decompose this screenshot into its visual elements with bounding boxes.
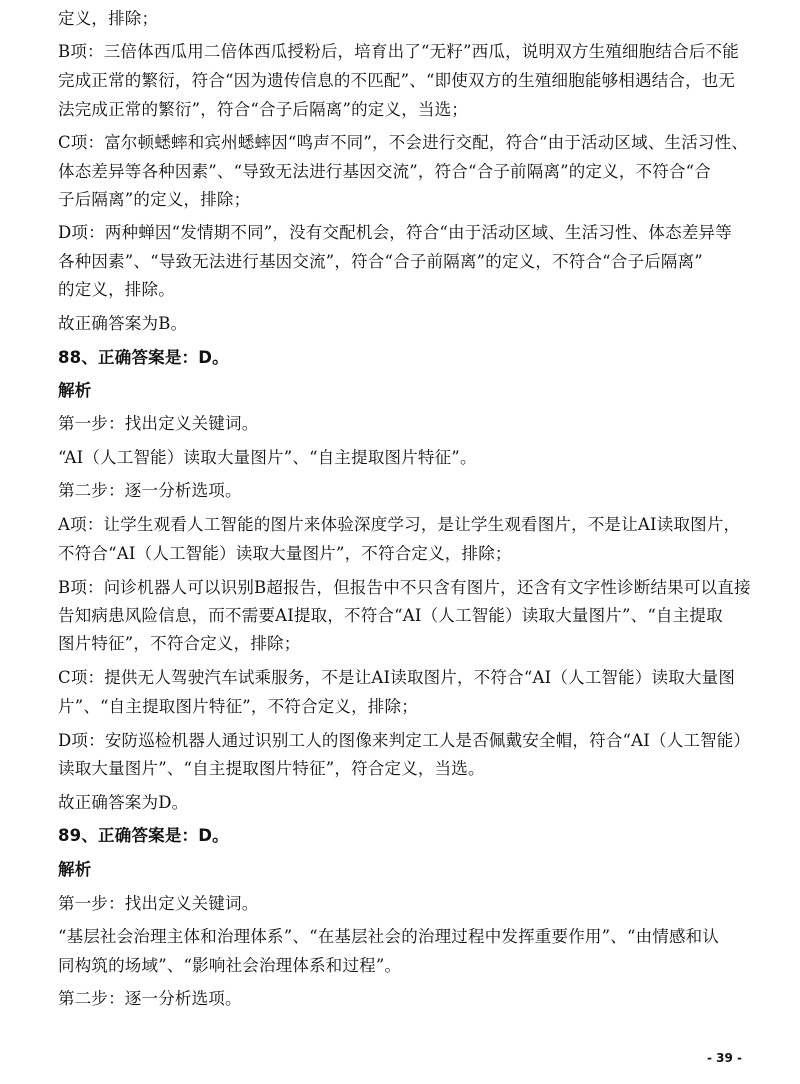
text-line: B项：问诊机器人可以识别B超报告，但报告中不只含有图片，还含有文字性诊断结果可以直接 xyxy=(58,578,751,597)
answer-heading: 88、正确答案是：D。 xyxy=(58,348,229,367)
text-line: 告知病患风险信息，而不需要AI提取，不符合“AI（人工智能）读取大量图片”、“自主提取 xyxy=(58,606,723,625)
page-number: - 39 - xyxy=(706,1051,742,1065)
text-line: 故正确答案为D。 xyxy=(58,793,189,812)
text-line: 片”、“自主提取图片特征”，不符合定义，排除； xyxy=(58,697,418,716)
text-line: C项：富尔顿蟋蟀和宾州蟋蟀因“鸣声不同”，不会进行交配，符合“由于活动区域、生活习性、 xyxy=(58,133,749,152)
text-line: 不符合“AI（人工智能）读取大量图片”，不符合定义，排除； xyxy=(58,544,512,563)
text-line: D项：两种蝉因“发情期不同”，没有交配机会，符合“由于活动区域、生活习性、体态差异等 xyxy=(58,223,732,242)
answer-heading: 89、正确答案是：D。 xyxy=(58,826,229,845)
text-line: 体态差异等各种因素”、“导致无法进行基因交流”，符合“合子前隔离”的定义，不符合“合 xyxy=(58,162,712,181)
text-line: 完成正常的繁衍，符合“因为遗传信息的不匹配”、“即使双方的生殖细胞能够相遇结合，也无 xyxy=(58,71,736,90)
text-line: 定义，排除； xyxy=(58,9,159,28)
analysis-heading: 解析 xyxy=(58,860,92,879)
text-line: D项：安防巡检机器人通过识别工人的图像来判定工人是否佩戴安全帽，符合“AI（人工智能） xyxy=(58,731,751,750)
text-line: 第一步：找出定义关键词。 xyxy=(58,894,259,913)
text-line: “AI（人工智能）读取大量图片”、“自主提取图片特征”。 xyxy=(58,448,477,467)
text-line: 法完成正常的繁衍”，符合“合子后隔离”的定义，当选； xyxy=(58,100,469,119)
analysis-heading: 解析 xyxy=(58,381,92,400)
text-line: A项：让学生观看人工智能的图片来体验深度学习，是让学生观看图片，不是让AI读取图片， xyxy=(58,515,741,534)
text-line: 各种因素”、“导致无法进行基因交流”，符合“合子前隔离”的定义，不符合“合子后隔离” xyxy=(58,252,703,271)
text-line: 第二步：逐一分析选项。 xyxy=(58,481,242,500)
text-line: 的定义，排除。 xyxy=(58,280,175,299)
text-line: “基层社会治理主体和治理体系”、“在基层社会的治理过程中发挥重要作用”、“由情感和认 xyxy=(58,927,720,946)
text-line: 第一步：找出定义关键词。 xyxy=(58,414,259,433)
text-line: 读取大量图片”、“自主提取图片特征”，符合定义，当选。 xyxy=(58,759,485,778)
text-line: 故正确答案为B。 xyxy=(58,314,188,333)
text-line: 第二步：逐一分析选项。 xyxy=(58,989,242,1008)
text-line: 同构筑的场域”、“影响社会治理体系和过程”。 xyxy=(58,956,402,975)
text-line: 子后隔离”的定义，排除； xyxy=(58,190,251,209)
text-line: B项：三倍体西瓜用二倍体西瓜授粉后，培育出了“无籽”西瓜，说明双方生殖细胞结合后不能 xyxy=(58,42,739,61)
text-line: 图片特征”，不符合定义，排除； xyxy=(58,634,301,653)
text-line: C项：提供无人驾驶汽车试乘服务，不是让AI读取图片，不符合“AI（人工智能）读取大量图 xyxy=(58,668,736,687)
